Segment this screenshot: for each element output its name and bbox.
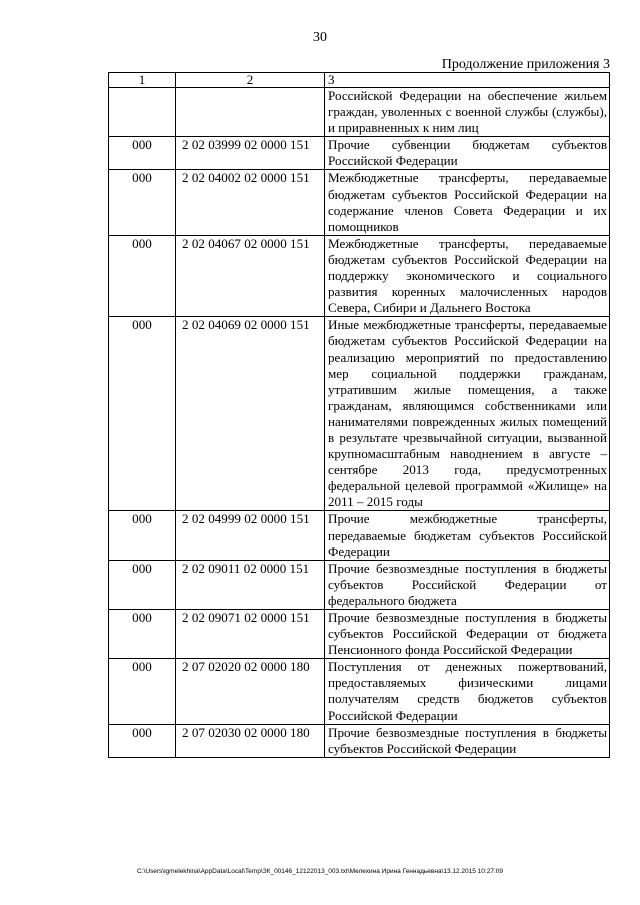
revenue-name-cell: Иные межбюджетные трансферты, передаваемые бюджетам субъектов Российской Федерации на реализацию мероприятий по предоставлению мер социальной поддержки гражданам, утратившим жилые помещения, а также гражданам, являющимся собственниками или нанимателями поврежденных жилых помещений в результате чрезвычайной ситуации, вызванной крупномасштабным наводнением в августе – сентябре 2013 года, предусмотренных федеральной целевой программой «Жилище» на 2011 – 2015 годы [325,317,610,511]
continuation-label: Продолжение приложения 3 [441,57,610,72]
revenue-name-cell: Поступления от денежных пожертвований, предоставляемых физическими лицами получателям средств бюджетов субъектов Российской Федерации [325,659,610,724]
budget-code-cell: 2 02 04999 02 0000 151 [176,511,325,560]
budget-code-cell: 2 07 02030 02 0000 180 [176,724,325,757]
table-row [109,659,610,724]
table-row [109,170,610,235]
admin-code-cell: 000 [109,317,176,511]
budget-code-cell: 2 02 09011 02 0000 151 [176,560,325,609]
table-row [109,137,610,170]
revenue-name-cell: Прочие безвозмездные поступления в бюджеты субъектов Российской Федерации [325,724,610,757]
table-row [109,317,610,511]
budget-code-cell: 2 02 09071 02 0000 151 [176,610,325,659]
budget-code-cell: 2 02 04067 02 0000 151 [176,235,325,316]
revenue-name-cell: Прочие безвозмездные поступления в бюджеты субъектов Российской Федерации от бюджета Пенсионного фонда Российской Федерации [325,610,610,659]
page-number: 30 [313,30,327,45]
admin-code-cell: 000 [109,659,176,724]
admin-code-cell: 000 [109,724,176,757]
revenue-name-cell: Прочие безвозмездные поступления в бюджеты субъектов Российской Федерации от федерального бюджета [325,560,610,609]
budget-code-cell: 2 02 04002 02 0000 151 [176,170,325,235]
table-row [109,610,610,659]
budget-code-cell: 2 07 02020 02 0000 180 [176,659,325,724]
table-header-row [109,73,610,88]
table-row [109,88,610,137]
revenue-name-cell: Российской Федерации на обеспечение жильем граждан, уволенных с военной службы (службы), и приравненных к ним лиц [325,88,610,137]
budget-code-cell [176,88,325,137]
revenue-name-cell: Прочие межбюджетные трансферты, передаваемые бюджетам субъектов Российской Федерации [325,511,610,560]
admin-code-cell: 000 [109,235,176,316]
header-col-3: 3 [325,73,610,88]
table-row [109,511,610,560]
admin-code-cell: 000 [109,170,176,235]
admin-code-cell: 000 [109,137,176,170]
header-col-2: 2 [176,73,325,88]
table-row [109,560,610,609]
admin-code-cell: 000 [109,560,176,609]
table-row [109,724,610,757]
budget-code-cell: 2 02 04069 02 0000 151 [176,317,325,511]
table-row [109,235,610,316]
revenue-codes-table [108,72,610,758]
admin-code-cell [109,88,176,137]
admin-code-cell: 000 [109,610,176,659]
budget-code-cell: 2 02 03999 02 0000 151 [176,137,325,170]
file-path-footer: C:\Users\igmelekhina\AppData\Local\Temp\ЗК_00146_12122013_003.txt\Мелехина Ирина Геннадьевна\13.12.2015 10:27:09 [137,868,503,875]
revenue-name-cell: Межбюджетные трансферты, передаваемые бюджетам субъектов Российской Федерации на поддержку экономического и социального развития коренных малочисленных народов Севера, Сибири и Дальнего Востока [325,235,610,316]
header-col-1: 1 [109,73,176,88]
revenue-name-cell: Межбюджетные трансферты, передаваемые бюджетам субъектов Российской Федерации на содержание членов Совета Федерации и их помощников [325,170,610,235]
admin-code-cell: 000 [109,511,176,560]
revenue-name-cell: Прочие субвенции бюджетам субъектов Российской Федерации [325,137,610,170]
